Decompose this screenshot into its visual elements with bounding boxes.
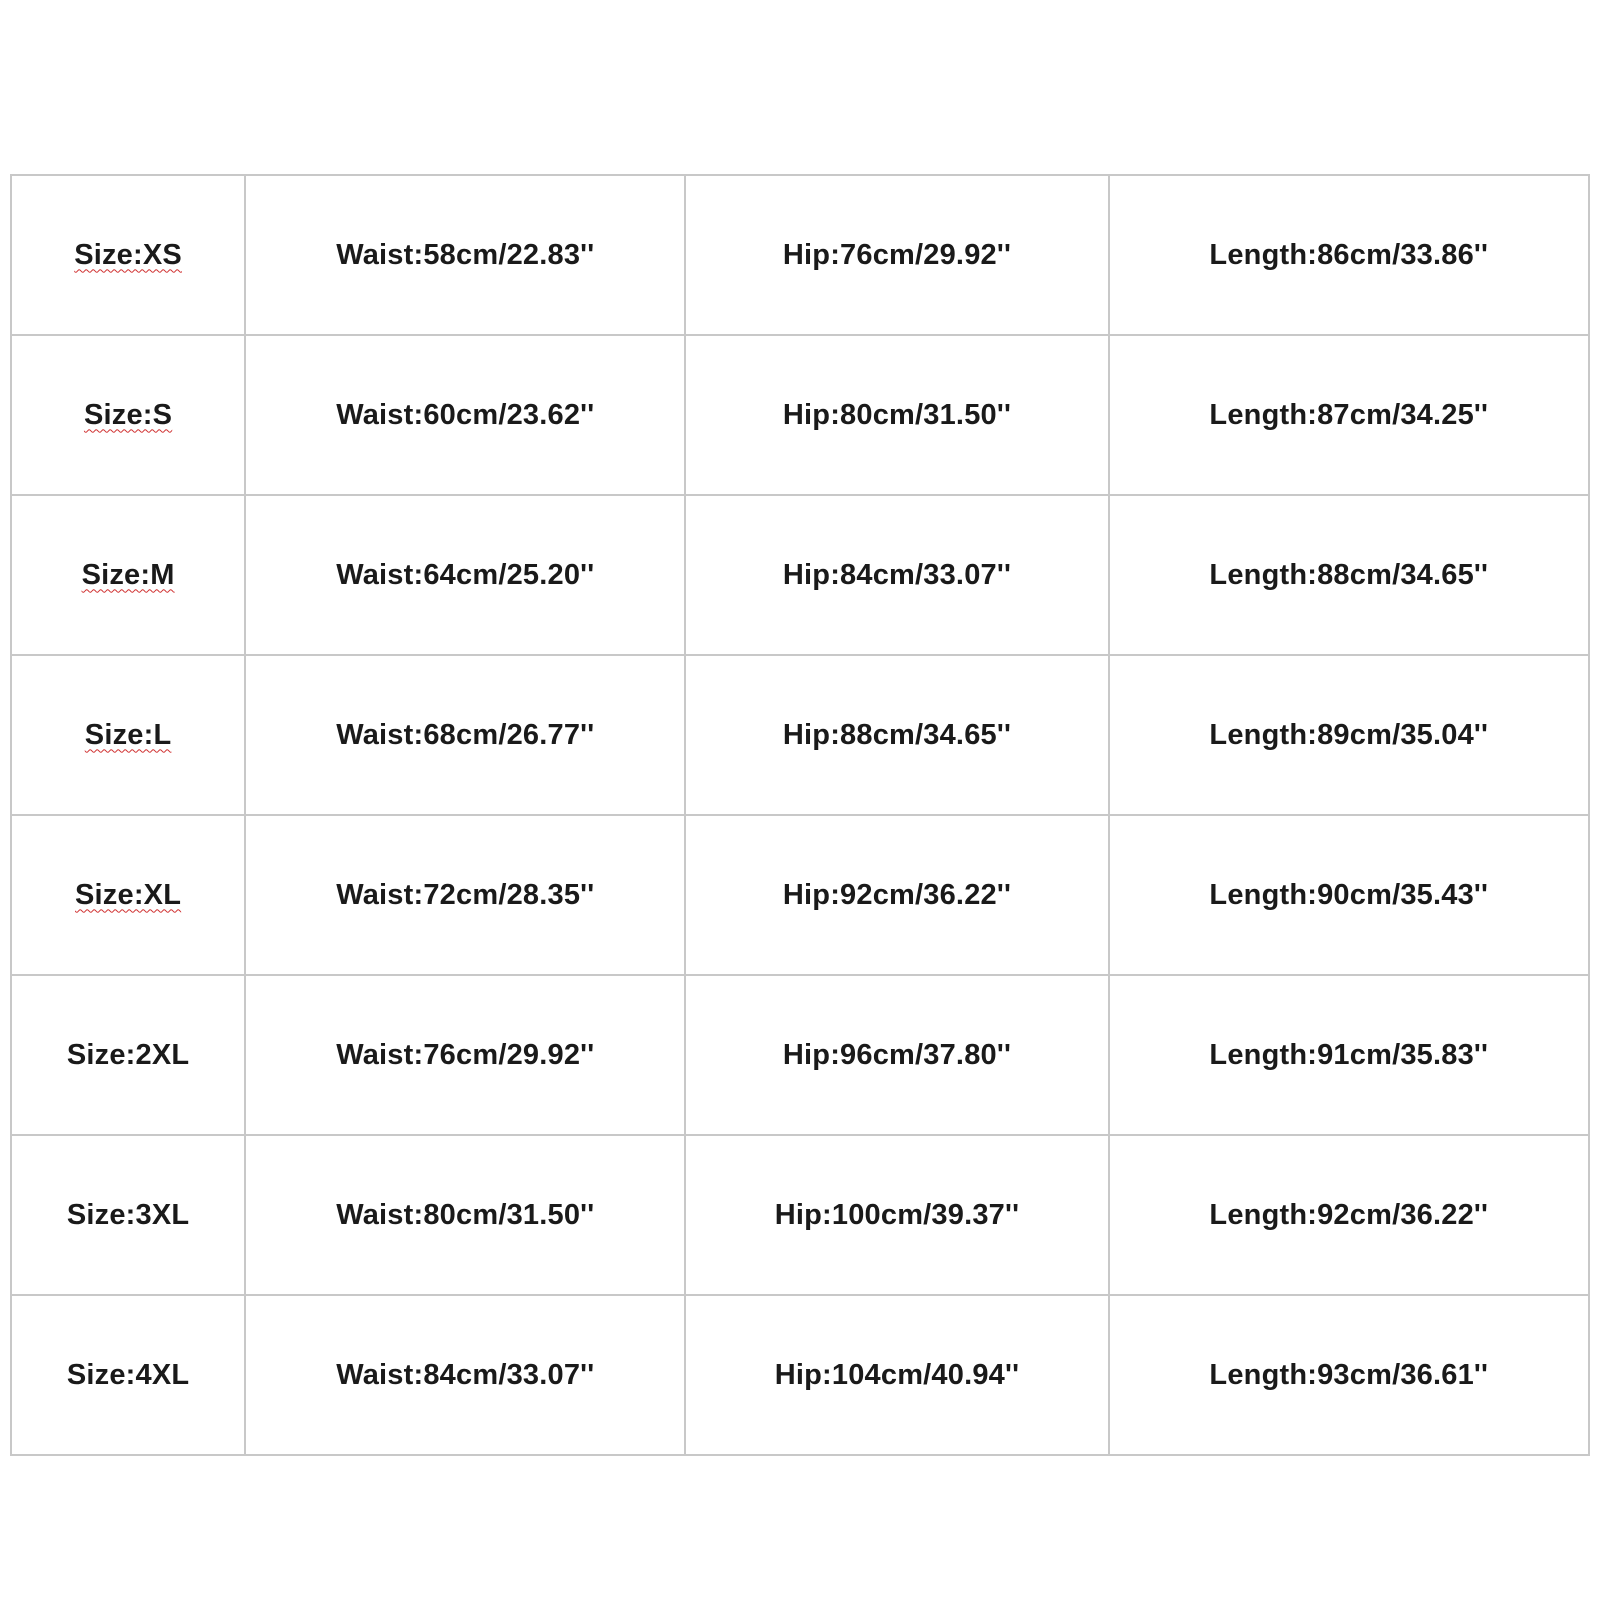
table-row	[11, 495, 1589, 655]
waist-value: Waist:68cm/26.77''	[336, 718, 595, 751]
hip-value: Hip:76cm/29.92''	[782, 238, 1012, 271]
waist-value: Waist:84cm/33.07''	[336, 1358, 595, 1391]
waist-cell	[245, 655, 685, 815]
waist-value: Waist:64cm/25.20''	[336, 558, 595, 591]
size-label: Size:S	[83, 398, 173, 431]
length-cell	[1109, 975, 1589, 1135]
hip-cell	[685, 815, 1108, 975]
hip-cell	[685, 335, 1108, 495]
hip-value: Hip:96cm/37.80''	[782, 1038, 1012, 1071]
length-value: Length:90cm/35.43''	[1209, 878, 1489, 911]
table-row	[11, 975, 1589, 1135]
waist-cell	[245, 975, 685, 1135]
waist-cell	[245, 815, 685, 975]
size-label: Size:XS	[74, 238, 182, 271]
table-row	[11, 655, 1589, 815]
size-cell	[11, 1135, 245, 1295]
hip-cell	[685, 175, 1108, 335]
length-value: Length:92cm/36.22''	[1209, 1198, 1489, 1231]
size-label: Size:L	[84, 718, 172, 751]
size-label: Size:4XL	[66, 1358, 190, 1391]
size-cell	[11, 975, 245, 1135]
hip-cell	[685, 1135, 1108, 1295]
size-label: Size:M	[81, 558, 175, 591]
waist-value: Waist:58cm/22.83''	[336, 238, 595, 271]
waist-value: Waist:72cm/28.35''	[336, 878, 595, 911]
length-cell	[1109, 335, 1589, 495]
length-cell	[1109, 655, 1589, 815]
table-row	[11, 175, 1589, 335]
hip-value: Hip:100cm/39.37''	[774, 1198, 1020, 1231]
size-label: Size:2XL	[66, 1038, 190, 1071]
waist-cell	[245, 335, 685, 495]
size-cell	[11, 175, 245, 335]
waist-cell	[245, 175, 685, 335]
length-cell	[1109, 815, 1589, 975]
waist-value: Waist:80cm/31.50''	[336, 1198, 595, 1231]
length-value: Length:91cm/35.83''	[1209, 1038, 1489, 1071]
length-cell	[1109, 1295, 1589, 1455]
waist-cell	[245, 495, 685, 655]
size-cell	[11, 1295, 245, 1455]
waist-value: Waist:76cm/29.92''	[336, 1038, 595, 1071]
size-label: Size:3XL	[66, 1198, 190, 1231]
waist-value: Waist:60cm/23.62''	[336, 398, 595, 431]
hip-cell	[685, 495, 1108, 655]
size-chart-table	[10, 174, 1590, 1456]
hip-value: Hip:84cm/33.07''	[782, 558, 1012, 591]
length-value: Length:87cm/34.25''	[1209, 398, 1489, 431]
waist-cell	[245, 1135, 685, 1295]
length-cell	[1109, 1135, 1589, 1295]
size-cell	[11, 815, 245, 975]
hip-value: Hip:104cm/40.94''	[774, 1358, 1020, 1391]
length-cell	[1109, 175, 1589, 335]
waist-cell	[245, 1295, 685, 1455]
hip-value: Hip:88cm/34.65''	[782, 718, 1012, 751]
table-row	[11, 1295, 1589, 1455]
hip-value: Hip:80cm/31.50''	[782, 398, 1012, 431]
length-value: Length:86cm/33.86''	[1209, 238, 1489, 271]
table-row	[11, 815, 1589, 975]
size-label: Size:XL	[75, 878, 182, 911]
size-cell	[11, 495, 245, 655]
table-row	[11, 335, 1589, 495]
length-value: Length:89cm/35.04''	[1209, 718, 1489, 751]
size-cell	[11, 335, 245, 495]
length-value: Length:88cm/34.65''	[1209, 558, 1489, 591]
hip-value: Hip:92cm/36.22''	[782, 878, 1012, 911]
length-cell	[1109, 495, 1589, 655]
hip-cell	[685, 975, 1108, 1135]
hip-cell	[685, 1295, 1108, 1455]
length-value: Length:93cm/36.61''	[1209, 1358, 1489, 1391]
hip-cell	[685, 655, 1108, 815]
table-row	[11, 1135, 1589, 1295]
size-cell	[11, 655, 245, 815]
